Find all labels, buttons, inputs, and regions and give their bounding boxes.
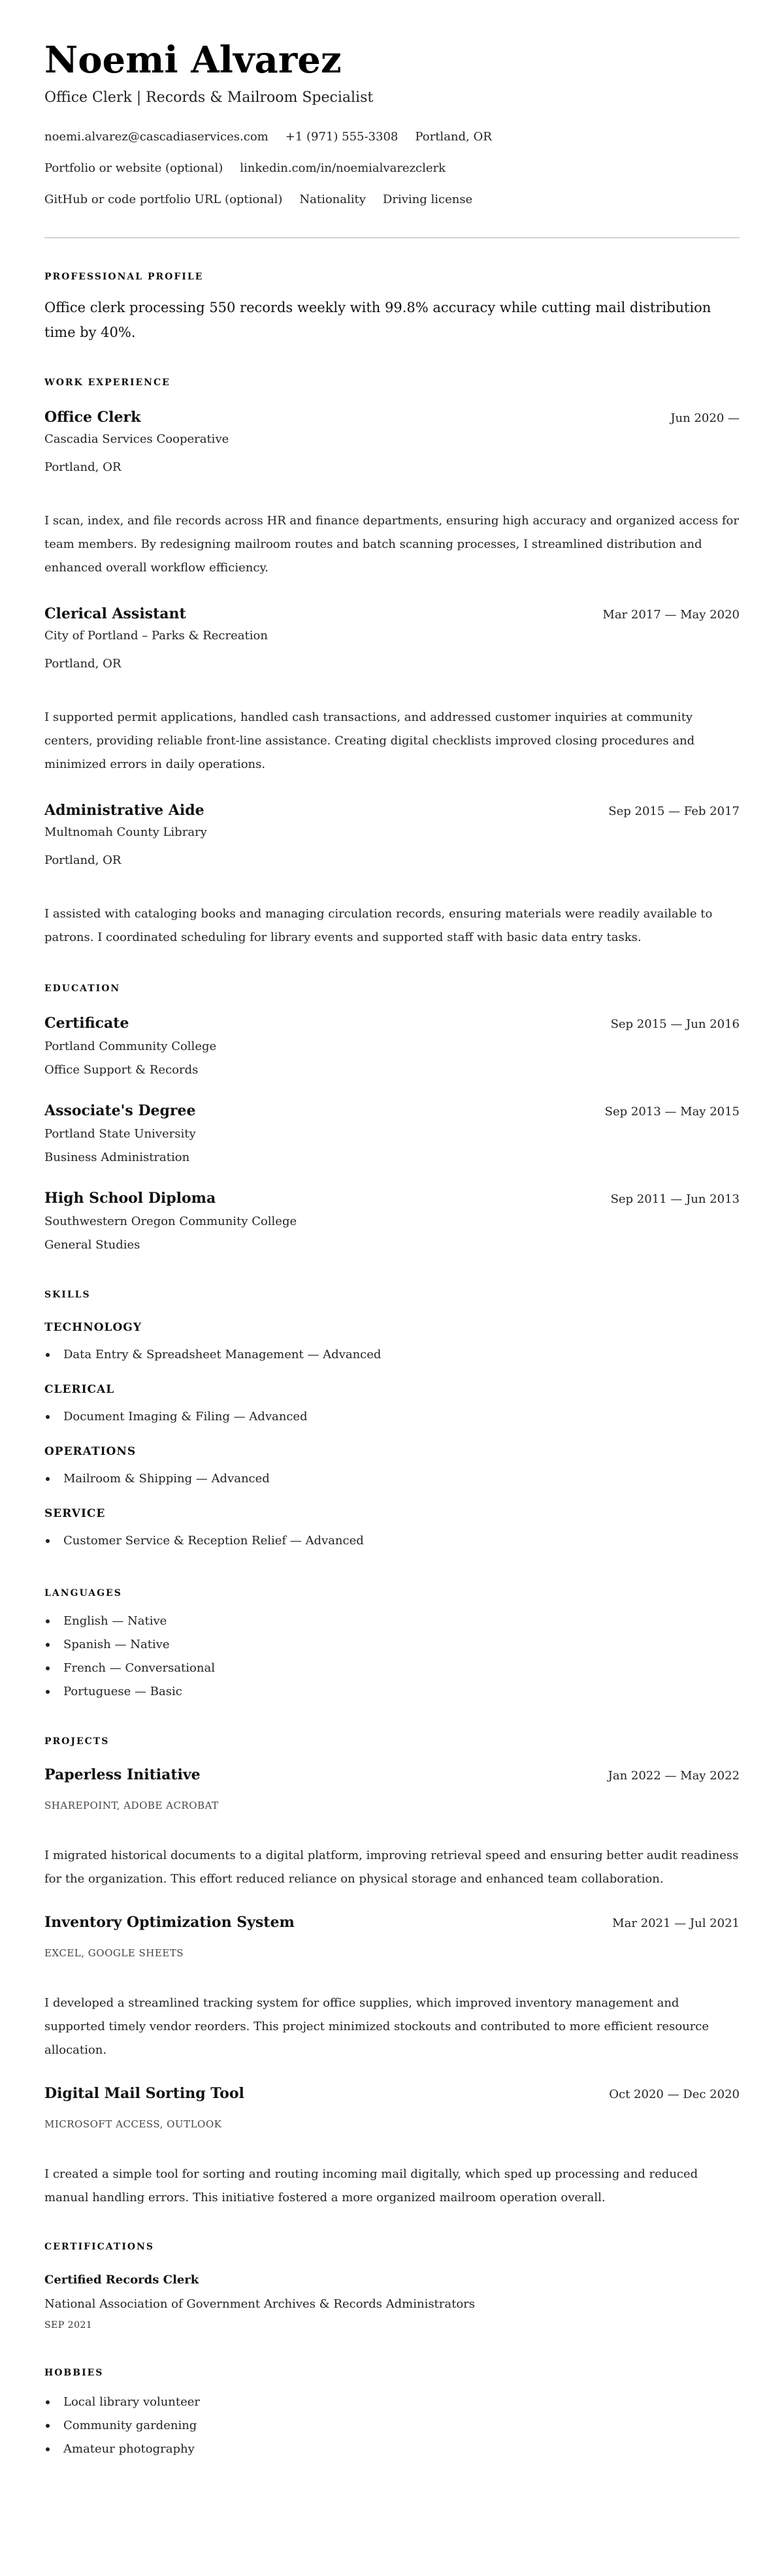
contact-info xyxy=(44,129,740,208)
degree-name: Associate's Degree xyxy=(44,1102,196,1119)
experience-entry xyxy=(44,604,740,776)
language-item: French — Conversational xyxy=(44,1657,740,1680)
school-name: Portland Community College xyxy=(44,1040,217,1053)
language-item: English — Native xyxy=(44,1610,740,1633)
section-title-experience: WORK EXPERIENCE xyxy=(44,377,171,388)
education-dates: Sep 2013 — May 2015 xyxy=(604,1105,740,1119)
degree-name: Certificate xyxy=(44,1015,129,1032)
project-header xyxy=(44,1765,740,1786)
skill-list xyxy=(44,1408,740,1425)
education-entry xyxy=(44,1013,740,1079)
hobby-item: Local library volunteer xyxy=(44,2391,740,2414)
education-dates: Sep 2011 — Jun 2013 xyxy=(610,1192,740,1206)
job-description: I scan, index, and file records across HR and finance departments, ensuring high accuracy and organized access for team members. By redesigning mailroom routes and batch scanning processes, I streamlined distribution and enhanced overall workflow efficiency. xyxy=(44,514,739,575)
contact-row xyxy=(44,129,740,145)
certification-issuer: National Association of Government Archives & Records Administrators xyxy=(44,2297,476,2311)
certification-date: SEP 2021 xyxy=(44,2320,93,2330)
projects-list xyxy=(44,1765,740,2210)
field-of-study: General Studies xyxy=(44,1238,140,1252)
project-technologies: SHAREPOINT, ADOBE ACROBAT xyxy=(44,1800,219,1811)
experience-header xyxy=(44,801,740,821)
skill-category-title: TECHNOLOGY xyxy=(44,1321,142,1334)
contact-item[interactable]: noemi.alvarez@cascadiaservices.com xyxy=(44,130,269,144)
education-header xyxy=(44,1101,740,1122)
job-location: Portland, OR xyxy=(44,460,122,474)
project-header xyxy=(44,2084,740,2105)
section-title-skills: SKILLS xyxy=(44,1290,91,1300)
job-dates: Sep 2015 — Feb 2017 xyxy=(608,804,740,818)
skill-category-title: SERVICE xyxy=(44,1507,106,1520)
education-header xyxy=(44,1188,740,1209)
experience-entry xyxy=(44,801,740,949)
education-list xyxy=(44,1013,740,1254)
hobby-item: Community gardening xyxy=(44,2414,740,2438)
skill-list xyxy=(44,1346,740,1363)
education-entry xyxy=(44,1101,740,1166)
field-of-study: Business Administration xyxy=(44,1151,190,1164)
project-name: Paperless Initiative xyxy=(44,1766,201,1783)
project-description: I created a simple tool for sorting and routing incoming mail digitally, which sped up processing and reduced manual handling errors. This initiative fostered a more organized mailroom operation overall. xyxy=(44,2167,698,2204)
skill-item: Mailroom & Shipping — Advanced xyxy=(44,1471,740,1487)
education-dates: Sep 2015 — Jun 2016 xyxy=(610,1017,740,1031)
candidate-headline: Office Clerk | Records & Mailroom Specialist xyxy=(44,89,374,106)
job-dates: Mar 2017 — May 2020 xyxy=(602,608,740,622)
experience-header xyxy=(44,407,740,428)
project-description: I migrated historical documents to a digital platform, improving retrieval speed and ensuring better audit readiness for the organization. This effort reduced reliance on physical storage and enhanced team collaboration. xyxy=(44,1849,739,1886)
contact-item: +1 (971) 555-3308 xyxy=(285,130,399,144)
hobby-item: Amateur photography xyxy=(44,2438,740,2461)
skill-item: Data Entry & Spreadsheet Management — Advanced xyxy=(44,1346,740,1363)
project-technologies: MICROSOFT ACCESS, OUTLOOK xyxy=(44,2118,222,2130)
project-technologies: EXCEL, GOOGLE SHEETS xyxy=(44,1947,184,1959)
section-title-projects: PROJECTS xyxy=(44,1736,110,1747)
project-name: Inventory Optimization System xyxy=(44,1914,295,1931)
languages-list xyxy=(44,1610,740,1704)
employer-name: City of Portland – Parks & Recreation xyxy=(44,629,268,643)
experience-header xyxy=(44,604,740,625)
job-title: Administrative Aide xyxy=(44,802,204,819)
contact-row xyxy=(44,192,740,208)
skill-list xyxy=(44,1533,740,1550)
project-description: I developed a streamlined tracking system for office supplies, which improved inventory management and supported timely vendor reorders. This project minimized stockouts and contributed to more efficient resource allocation. xyxy=(44,1996,709,2057)
language-item: Portuguese — Basic xyxy=(44,1680,740,1704)
contact-item[interactable]: GitHub or code portfolio URL (optional) xyxy=(44,193,283,206)
hobbies-list xyxy=(44,2391,740,2461)
job-title: Clerical Assistant xyxy=(44,605,186,622)
job-description: I assisted with cataloging books and managing circulation records, ensuring materials were readily available to patrons. I coordinated scheduling for library events and supported staff with basic data entry tasks. xyxy=(44,907,713,944)
degree-name: High School Diploma xyxy=(44,1190,216,1207)
job-location: Portland, OR xyxy=(44,657,122,671)
field-of-study: Office Support & Records xyxy=(44,1063,199,1077)
project-name: Digital Mail Sorting Tool xyxy=(44,2085,244,2102)
project-dates: Mar 2021 — Jul 2021 xyxy=(612,1916,740,1930)
certifications-list xyxy=(44,2272,740,2332)
job-location: Portland, OR xyxy=(44,853,122,867)
school-name: Southwestern Oregon Community College xyxy=(44,1215,297,1228)
profile-summary: Office clerk processing 550 records weekly with 99.8% accuracy while cutting mail distribution time by 40%. xyxy=(44,300,711,340)
language-item: Spanish — Native xyxy=(44,1633,740,1657)
section-title-hobbies: HOBBIES xyxy=(44,2368,104,2378)
contact-item[interactable]: Portfolio or website (optional) xyxy=(44,161,223,175)
employer-name: Multnomah County Library xyxy=(44,825,207,839)
project-dates: Oct 2020 — Dec 2020 xyxy=(609,2088,740,2101)
project-entry xyxy=(44,2084,740,2210)
job-dates: Jun 2020 — xyxy=(670,411,740,425)
contact-item: Driving license xyxy=(382,193,473,206)
certification-name: Certified Records Clerk xyxy=(44,2273,199,2287)
skill-category-title: OPERATIONS xyxy=(44,1445,137,1458)
contact-item: Nationality xyxy=(299,193,366,206)
skill-item: Document Imaging & Filing — Advanced xyxy=(44,1408,740,1425)
experience-entry xyxy=(44,407,740,580)
job-description: I supported permit applications, handled cash transactions, and addressed customer inquiries at community centers, providing reliable front-line assistance. Creating digital checklists improved closing procedures and minimized errors in daily operations. xyxy=(44,710,695,771)
school-name: Portland State University xyxy=(44,1127,196,1141)
section-title-languages: LANGUAGES xyxy=(44,1588,122,1598)
section-title-education: EDUCATION xyxy=(44,983,121,994)
skills-list xyxy=(44,1320,740,1550)
section-title-certifications: CERTIFICATIONS xyxy=(44,2242,154,2252)
contact-item: Portland, OR xyxy=(415,130,492,144)
header-divider xyxy=(44,237,740,238)
job-title: Office Clerk xyxy=(44,409,141,426)
section-title-profile: PROFESSIONAL PROFILE xyxy=(44,272,204,282)
project-header xyxy=(44,1913,740,1933)
project-entry xyxy=(44,1913,740,2062)
project-entry xyxy=(44,1765,740,1891)
experience-list xyxy=(44,407,740,949)
project-dates: Jan 2022 — May 2022 xyxy=(608,1769,740,1783)
education-header xyxy=(44,1013,740,1034)
candidate-name: Noemi Alvarez xyxy=(44,39,342,82)
skill-category-title: CLERICAL xyxy=(44,1383,115,1396)
skill-list xyxy=(44,1471,740,1487)
employer-name: Cascadia Services Cooperative xyxy=(44,432,229,446)
skill-item: Customer Service & Reception Relief — Advanced xyxy=(44,1533,740,1550)
contact-row xyxy=(44,161,740,176)
education-entry xyxy=(44,1188,740,1254)
contact-item[interactable]: linkedin.com/in/noemialvarezclerk xyxy=(240,161,446,175)
